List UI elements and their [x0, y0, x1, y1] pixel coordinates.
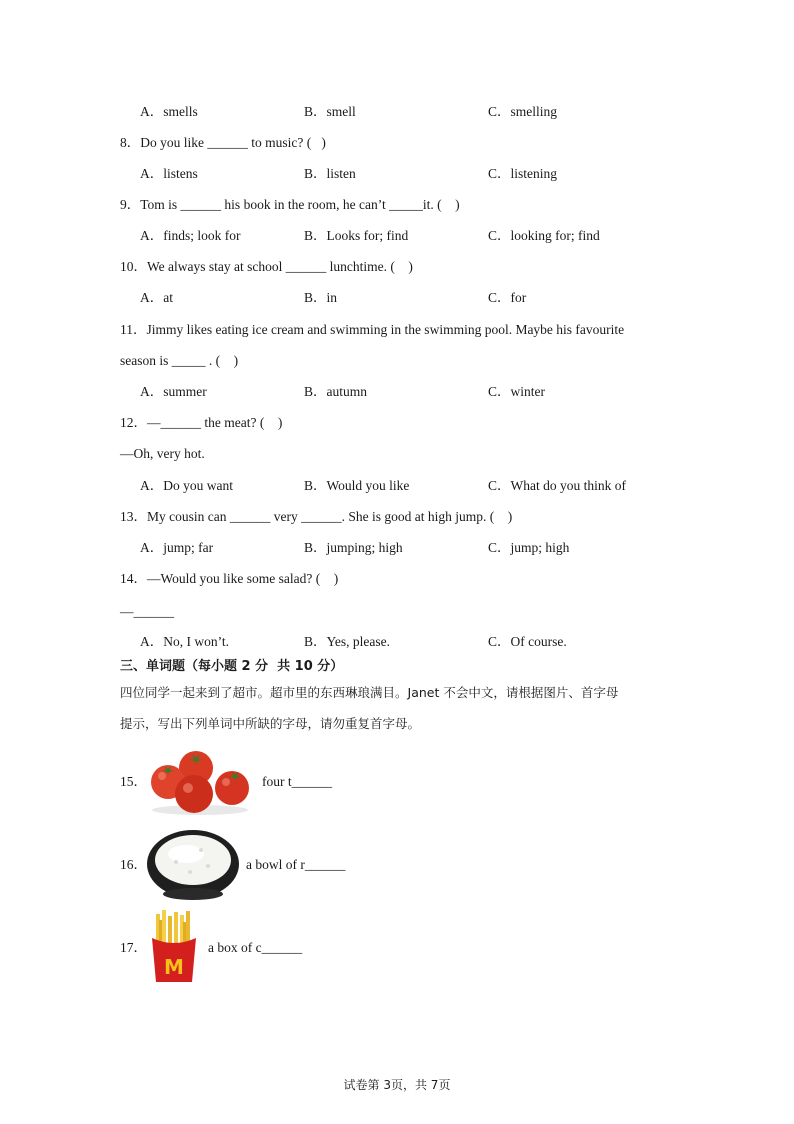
page-footer: 试卷第 3页，共 7页 [343, 1078, 451, 1092]
q9-stem: 9．Tom is ______ his book in the room, he can’t _____it. ( ) [120, 197, 460, 212]
q7-option-a: A．smells [140, 104, 198, 119]
q13-option-b: B．jumping; high [304, 540, 403, 555]
q11-option-c: C．winter [488, 384, 545, 399]
q8-stem: 8．Do you like ______ to music? ( ) [120, 135, 326, 150]
q11-stem-line2: season is _____ . ( ) [120, 353, 239, 368]
q12-option-b: B．Would you like [304, 478, 410, 493]
q8-option-c: C．listening [488, 166, 558, 181]
q15-answer: four t______ [262, 774, 333, 789]
q8-option-a: A．listens [140, 166, 198, 181]
q14-option-a: A．No, I won’t. [140, 634, 229, 649]
q16-number: 16． [120, 857, 147, 872]
q9-option-c: C．looking for; find [488, 228, 600, 243]
q14-reply: —______ [120, 604, 174, 619]
tomatoes-image [146, 748, 254, 816]
q12-stem: 12．—______ the meat? ( ) [120, 415, 283, 430]
q10-option-c: C．for [488, 290, 527, 305]
q9-option-a: A．finds; look for [140, 228, 241, 243]
q17-number: 17． [120, 940, 147, 955]
section-instructions-line1: 四位同学一起来到了超市。超市里的东西琳琅满目。Janet 不会中文，请根据图片、首字母 [120, 685, 619, 700]
section-instructions-line2: 提示，写出下列单词中所缺的字母，请勿重复首字母。 [120, 716, 421, 731]
q11-stem-line1: 11．Jimmy likes eating ice cream and swimming in the swimming pool. Maybe his favourite [120, 322, 625, 337]
q10-option-a: A．at [140, 290, 173, 305]
section-title: 三、单词题（每小题 2 分 共 10 分） [120, 659, 344, 674]
q13-option-a: A．jump; far [140, 540, 214, 555]
q7-option-c: C．smelling [488, 104, 558, 119]
q14-stem: 14．—Would you like some salad? ( ) [120, 571, 339, 586]
q12-reply: —Oh, very hot. [120, 446, 205, 461]
q11-option-a: A．summer [140, 384, 207, 399]
q9-option-b: B．Looks for; find [304, 228, 409, 243]
q14-option-c: C．Of course. [488, 634, 567, 649]
q13-stem: 13．My cousin can ______ very ______. She is good at high jump. ( ) [120, 509, 513, 524]
fries-logo: M [164, 955, 184, 979]
q15-number: 15． [120, 774, 147, 789]
fries-image [148, 910, 200, 984]
q14-option-b: B．Yes, please. [304, 634, 391, 649]
q16-answer: a bowl of r______ [246, 857, 346, 872]
q13-option-c: C．jump; high [488, 540, 570, 555]
q10-option-b: B．in [304, 290, 338, 305]
q11-option-b: B．autumn [304, 384, 367, 399]
q10-stem: 10．We always stay at school ______ lunchtime. ( ) [120, 259, 413, 274]
rice-bowl-image [146, 828, 240, 904]
q7-option-b: B．smell [304, 104, 356, 119]
q12-option-c: C．What do you think of [488, 478, 626, 493]
q12-option-a: A．Do you want [140, 478, 233, 493]
q8-option-b: B．listen [304, 166, 356, 181]
q17-answer: a box of c______ [208, 940, 303, 955]
